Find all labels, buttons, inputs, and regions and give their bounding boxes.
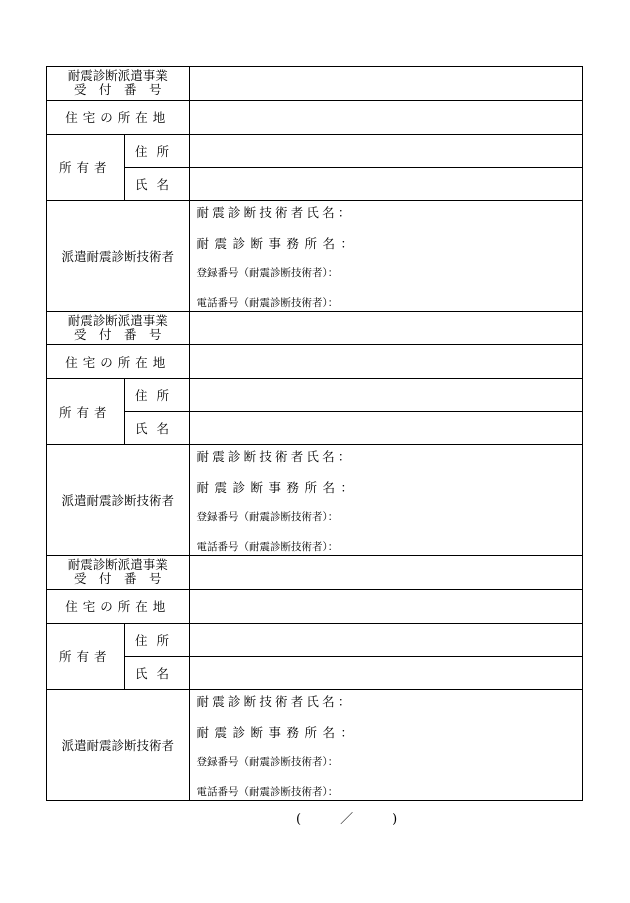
owner-address-label: 住所 [124, 623, 189, 656]
technician-label: 派遣耐震診断技術者 [47, 689, 189, 800]
registration-number-line[interactable]: 登録番号（耐震診断技術者）： [196, 511, 339, 523]
house-address-label: 住宅の所在地 [47, 589, 189, 623]
owner-name-field[interactable] [189, 656, 582, 689]
page-indicator: ( ／ ) [296, 812, 398, 827]
owner-label: 所有者 [47, 134, 124, 200]
registration-number-line[interactable]: 登録番号（耐震診断技術者）： [196, 266, 339, 279]
registration-number-line[interactable]: 登録番号（耐震診断技術者）： [196, 755, 339, 768]
house-address-label: 住宅の所在地 [47, 100, 189, 134]
reception-number-label: 耐震診断派遣事業 受 付 番 号 [47, 556, 189, 589]
owner-address-field[interactable] [189, 134, 582, 167]
owner-address-field[interactable] [189, 623, 582, 656]
owner-name-field[interactable] [189, 167, 582, 200]
reception-number-label: 耐震診断派遣事業 受 付 番 号 [47, 312, 189, 345]
owner-name-label: 氏名 [124, 167, 189, 200]
reception-number-label: 耐震診断派遣事業 受 付 番 号 [47, 67, 189, 100]
technician-label: 派遣耐震診断技術者 [47, 445, 189, 556]
phone-number-line[interactable]: 電話番号（耐震診断技術者）： [196, 296, 339, 309]
office-name-line[interactable]: 耐震診断事務所名： [196, 724, 359, 740]
technician-label: 派遣耐震診断技術者 [47, 200, 189, 311]
form-table [47, 556, 582, 800]
owner-address-label: 住所 [124, 379, 189, 412]
technician-details [189, 689, 582, 800]
technician-details [189, 200, 582, 311]
form-block-3 [47, 555, 582, 800]
office-name-line[interactable]: 耐震診断事務所名： [196, 480, 359, 495]
form-table [47, 312, 582, 556]
house-address-field[interactable] [189, 589, 582, 623]
phone-number-line[interactable]: 電話番号（耐震診断技術者）： [196, 785, 339, 798]
phone-number-line[interactable]: 電話番号（耐震診断技術者）： [196, 541, 339, 553]
technician-name-line[interactable]: 耐震診断技術者氏名： [196, 449, 354, 464]
form-table [47, 67, 582, 311]
owner-address-label: 住所 [124, 134, 189, 167]
reception-number-field[interactable] [189, 67, 582, 100]
owner-address-field[interactable] [189, 379, 582, 412]
owner-label: 所有者 [47, 623, 124, 689]
owner-name-label: 氏名 [124, 656, 189, 689]
forms-container [46, 66, 583, 801]
office-name-line[interactable]: 耐震診断事務所名： [196, 235, 359, 251]
form-block-2 [47, 311, 582, 556]
reception-number-field[interactable] [189, 312, 582, 345]
owner-name-field[interactable] [189, 412, 582, 445]
form-block-1 [47, 67, 582, 311]
technician-name-line[interactable]: 耐震診断技術者氏名： [196, 204, 354, 220]
reception-number-field[interactable] [189, 556, 582, 589]
technician-details [189, 445, 582, 556]
owner-label: 所有者 [47, 379, 124, 445]
house-address-field[interactable] [189, 345, 582, 379]
house-address-field[interactable] [189, 100, 582, 134]
house-address-label: 住宅の所在地 [47, 345, 189, 379]
owner-name-label: 氏名 [124, 412, 189, 445]
technician-name-line[interactable]: 耐震診断技術者氏名： [196, 693, 354, 709]
